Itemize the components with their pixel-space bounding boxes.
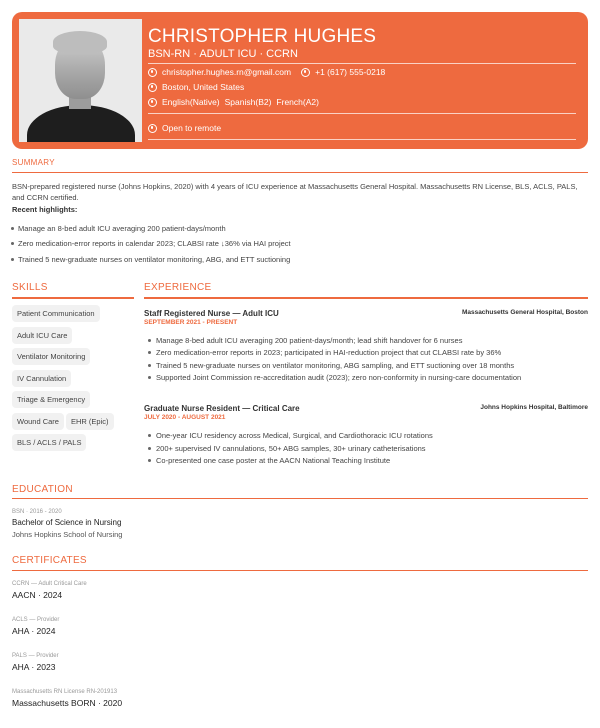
location-text: Boston, United States [162, 82, 245, 92]
job-bullet: Trained 5 new-graduate nurses on ventilator monitoring, ABG sampling, and ETT suctioning over 18 months [156, 361, 515, 370]
header-divider [148, 139, 576, 140]
highlights-label: Recent highlights: [12, 205, 78, 214]
skills-title: SKILLS [12, 282, 48, 293]
skill-chip: Adult ICU Care [12, 327, 72, 344]
remote-icon [148, 124, 157, 133]
phone-link[interactable]: +1 (617) 555-0218 [315, 67, 386, 77]
header-divider [148, 113, 576, 114]
candidate-name: CHRISTOPHER HUGHES [148, 26, 377, 47]
job-bullet: Zero medication-error reports in 2023; participated in HAI-reduction project that cut CLABSI rate by 36% [156, 348, 502, 357]
job-role: Staff Registered Nurse — Adult ICU [144, 309, 279, 318]
summary-title: SUMMARY [12, 158, 55, 167]
education-degree: Bachelor of Science in Nursing [12, 518, 122, 527]
skill-chip: Triage & Emergency [12, 391, 90, 408]
education-rule [12, 498, 588, 499]
remote-text: Open to remote [162, 123, 222, 133]
language-icon [148, 98, 157, 107]
summary-text: BSN-prepared registered nurse (Johns Hopkins, 2020) with 4 years of ICU experience at Massachusetts General Hospital. Massachusetts RN License, BLS, ACLS, PALS, [12, 182, 578, 191]
certificate-meta: Massachusetts RN License RN-201913 [12, 689, 118, 695]
phone-icon [301, 68, 310, 77]
highlight-item: Manage an 8-bed adult ICU averaging 200 patient-days/month [18, 224, 226, 233]
certificate-meta: CCRN — Adult Critical Care [12, 581, 87, 587]
highlight-item: Trained 5 new-graduate nurses on ventilator monitoring, ABG, and ETT suctioning [18, 255, 291, 264]
job-org: Johns Hopkins Hospital, Baltimore [480, 404, 588, 411]
location-row [148, 82, 244, 92]
job-bullet: One-year ICU residency across Medical, Surgical, and Cardiothoracic ICU rotations [156, 431, 433, 440]
language-item: English(Native) [162, 97, 220, 107]
job-org: Massachusetts General Hospital, Boston [461, 309, 588, 316]
certificates-rule [12, 570, 588, 571]
summary-text: and CCRN certified. [12, 193, 79, 202]
certificate-name: AHA · 2023 [12, 662, 56, 672]
language-item: French(A2) [276, 97, 319, 107]
highlight-item: Zero medication-error reports in calendar 2023; CLABSI rate ↓36% via HAI project [18, 239, 291, 248]
profile-photo [19, 19, 142, 142]
education-meta: BSN · 2016 - 2020 [12, 509, 62, 515]
certificate-name: AACN · 2024 [12, 590, 63, 600]
languages-row [148, 97, 324, 107]
skills-rule [12, 297, 134, 299]
candidate-headline: BSN-RN · ADULT ICU · CCRN [148, 48, 298, 60]
header-divider [148, 63, 576, 64]
skill-chip: Ventilator Monitoring [12, 348, 90, 365]
skill-chip: Patient Communication [12, 305, 100, 322]
email-icon [148, 68, 157, 77]
remote-row [148, 123, 221, 133]
skill-chip: EHR (Epic) [66, 413, 114, 430]
skill-chip: BLS / ACLS / PALS [12, 434, 86, 451]
skill-chip: IV Cannulation [12, 370, 71, 387]
experience-title: EXPERIENCE [144, 282, 212, 293]
experience-rule [144, 297, 588, 299]
certificates-title: CERTIFICATES [12, 555, 87, 566]
certificate-meta: ACLS — Provider [12, 617, 60, 623]
location-icon [148, 83, 157, 92]
certificate-name: AHA · 2024 [12, 626, 56, 636]
skill-chip: Wound Care [12, 413, 64, 430]
education-school: Johns Hopkins School of Nursing [12, 530, 123, 539]
language-item: Spanish(B2) [224, 97, 272, 107]
certificate-meta: PALS — Provider [12, 653, 59, 659]
job-dates: SEPTEMBER 2021 - PRESENT [144, 319, 238, 326]
job-bullet: Co-presented one case poster at the AACN National Teaching Institute [156, 456, 391, 465]
email-link[interactable]: christopher.hughes.rn@gmail.com [162, 67, 292, 77]
job-bullet: 200+ supervised IV cannulations, 50+ ABG samples, 30+ urinary catheterisations [156, 444, 426, 453]
job-bullet: Manage 8-bed adult ICU averaging 200 patient-days/month; lead shift handover for 6 nurses [156, 336, 463, 345]
summary-rule [12, 172, 588, 173]
education-title: EDUCATION [12, 484, 73, 495]
job-dates: JULY 2020 - AUGUST 2021 [144, 414, 226, 421]
certificate-name: Massachusetts BORN · 2020 [12, 698, 123, 708]
job-role: Graduate Nurse Resident — Critical Care [144, 404, 300, 413]
contact-row [148, 67, 385, 77]
job-bullet: Supported Joint Commission re-accreditation audit (2023); zero non-conformity in nursing-care documentation [156, 373, 522, 382]
